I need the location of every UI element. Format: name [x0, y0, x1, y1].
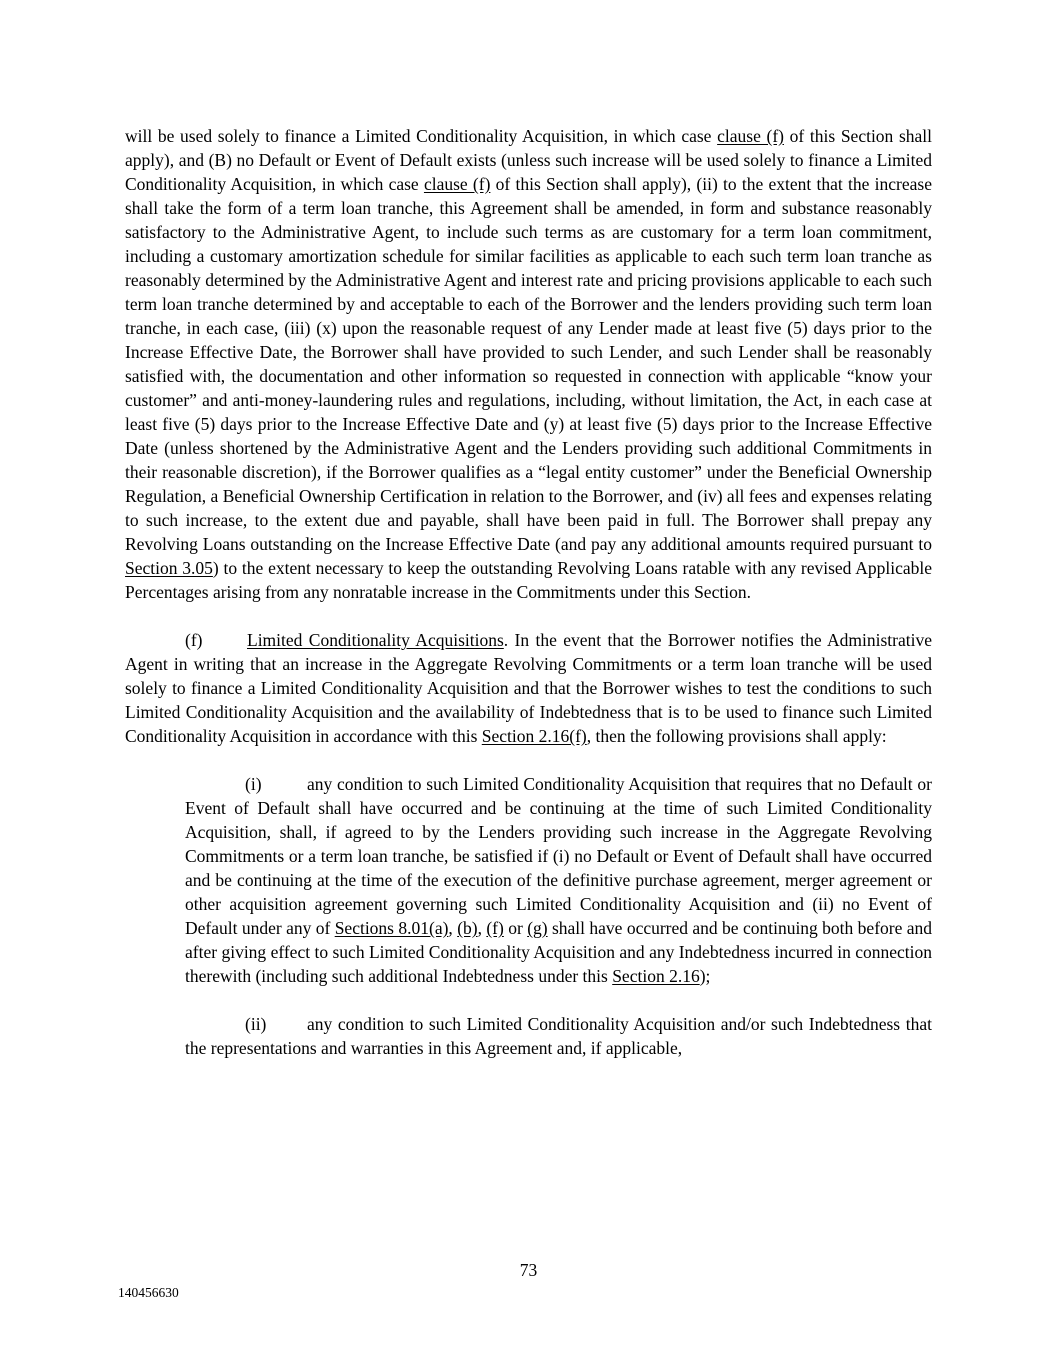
cross-reference: (g)	[527, 918, 548, 938]
paragraph-item-ii	[185, 1012, 932, 1060]
clause-label: (i)	[245, 774, 262, 794]
paragraph-clause-f	[125, 628, 932, 748]
body-run: of this Section shall apply), and (B) no Default or Event of Default exists (unless such increase will be used solely to finance a Limited Conditionality Acquisition, in which case	[125, 126, 933, 194]
body-run: ,	[477, 918, 487, 938]
clause-label: (ii)	[245, 1014, 267, 1034]
body-run: );	[699, 966, 711, 986]
cross-reference: Section 3.05	[125, 558, 213, 578]
clause-label: (f)	[185, 630, 203, 650]
body-run: ) to the extent necessary to keep the outstanding Revolving Loans ratable with any revised Applicable Percentages arising from any nonratable increase in the Commitments under this Section.	[125, 558, 932, 602]
cross-reference: Section 2.16(f)	[481, 726, 587, 746]
cross-reference: clause (f)	[717, 126, 784, 146]
document-body	[125, 124, 932, 1060]
cross-reference: (f)	[486, 918, 504, 938]
paragraph-item-i	[185, 772, 932, 988]
cross-reference: clause (f)	[423, 174, 491, 194]
body-run: of this Section shall apply), (ii) to the extent that the increase shall take the form of a term loan tranche, this Agreement shall be amended, in form and substance reasonably satisfactory to the Administrative Agent, to include such terms as are customary for a term loan commitment, including a customary amortization schedule for similar facilities as applicable to each such term loan tranche as reasonably determined by the Administrative Agent and interest rate and pricing provisions applicable to each such term loan tranche determined by and acceptable to each of the Borrower and the lenders providing such term loan tranche, in each case, (iii) (x) upon the reasonable request of any Lender made at least five (5) days prior to the Increase Effective Date, the Borrower shall have provided to such Lender, and such Lender shall be reasonably satisfied with, the documentation and other information so requested in connection with applicable “know your customer” and anti-money-laundering rules and regulations, including, without limitation, the Act, in each case at least five (5) days prior to the Increase Effective Date and (y) at least five (5) days prior to the Increase Effective Date (unless shortened by the Administrative Agent and the Lenders providing such additional Commitments in their reasonable discretion), if the Borrower qualifies as a “legal entity customer” under the Beneficial Ownership Regulation, a Beneficial Ownership Certification in relation to the Borrower, and (iv) all fees and expenses relating to such increase, to the extent due and payable, shall have been paid in full. The Borrower shall prepay any Revolving Loans outstanding on the Increase Effective Date (and pay any additional amounts required pursuant to	[125, 174, 932, 554]
cross-reference: Section 2.16	[612, 966, 700, 986]
body-run: any condition to such Limited Conditionality Acquisition that requires that no Default or Event of Default shall have occurred and be continuing at the time of such Limited Conditionality Acquisition, shall, if agreed to by the Lenders providing such increase in the Aggregate Revolving Commitments or a term loan tranche, be satisfied if (i) no Default or Event of Default shall have occurred and be continuing at the time of the execution of the definitive purchase agreement, merger agreement or other acquisition agreement governing such Limited Conditionality Acquisition and (ii) no Event of Default under any of	[185, 774, 932, 938]
page-number: 73	[519, 1260, 538, 1280]
paragraph-continuation	[125, 124, 932, 604]
document-id-footer: 140456630	[118, 1285, 179, 1300]
cross-reference: Sections 8.01(a)	[334, 918, 449, 938]
body-run: any condition to such Limited Conditionality Acquisition and/or such Indebtedness that the representations and warranties in this Agreement and, if applicable,	[185, 1014, 932, 1058]
body-run: . In the event that the Borrower notifies the Administrative Agent in writing that an increase in the Aggregate Revolving Commitments or a term loan tranche will be used solely to finance a Limited Conditionality Acquisition and that the Borrower wishes to test the conditions to such Limited Conditionality Acquisition and the availability of Indebtedness that is to be used to finance such Limited Conditionality Acquisition in accordance with this	[125, 630, 932, 746]
body-run: will be used solely to finance a Limited Conditionality Acquisition, in which case	[125, 126, 718, 146]
body-run: ,	[448, 918, 458, 938]
body-run: , then the following provisions shall apply:	[586, 726, 887, 746]
body-run: shall have occurred and be continuing both before and after giving effect to such Limited Conditionality Acquisition and any Indebtedness incurred in connection therewith (including such additional Indebtedness under this	[185, 918, 933, 986]
body-run: or	[503, 918, 528, 938]
cross-reference: Limited Conditionality Acquisitions	[247, 630, 504, 650]
cross-reference: (b)	[457, 918, 478, 938]
